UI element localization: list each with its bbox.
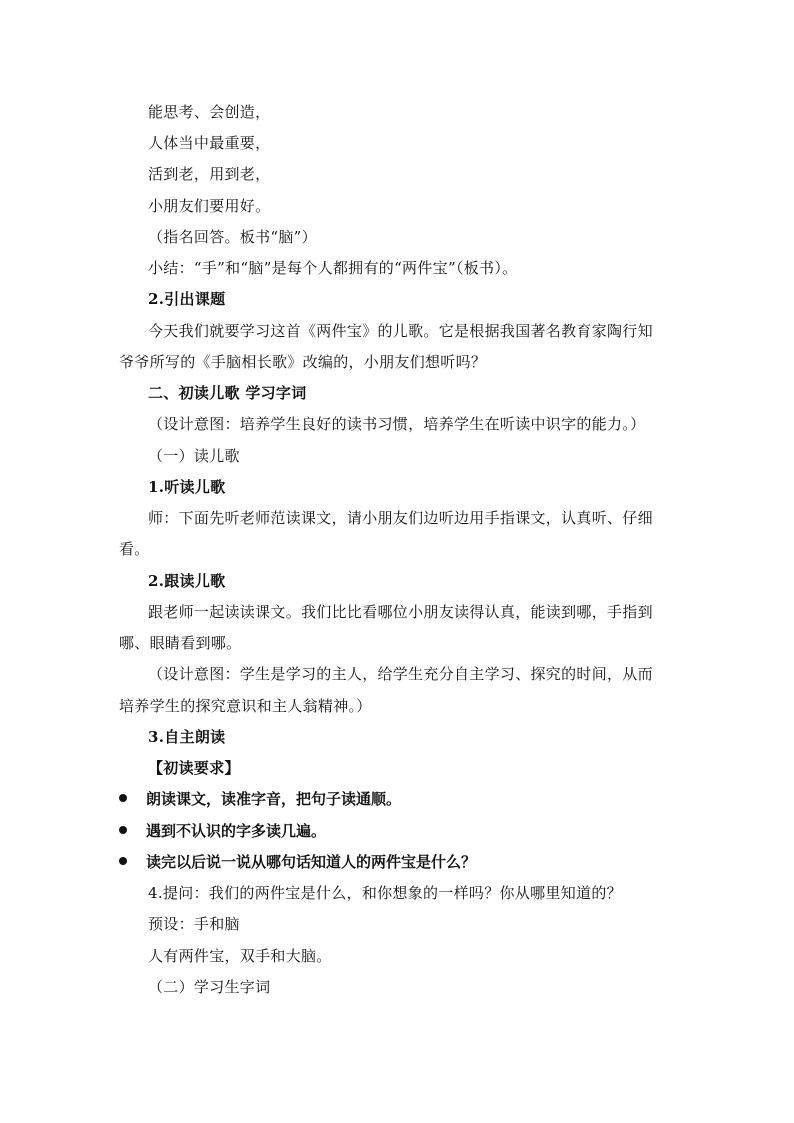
summary-text: 小结：“手”和“脑”是每个人都拥有的“两件宝”（板书）。 bbox=[148, 259, 518, 277]
poem-line-2: 人体当中最重要， bbox=[148, 134, 271, 152]
poem-line-4: 小朋友们要用好。 bbox=[148, 197, 271, 215]
requirement-text-1: 朗读课文，读准字音，把句子读通顺。 bbox=[146, 790, 402, 808]
design-intent-2-line-1: （设计意图：学生是学习的主人，给学生充分自主学习、探究的时间，从而 bbox=[148, 665, 653, 683]
section-heading-reading: 二、初读儿歌 学习字词 bbox=[148, 384, 307, 402]
design-intent-1: （设计意图：培养学生良好的读书习惯，培养学生在听读中识字的能力。） bbox=[148, 415, 646, 433]
paragraph-intro-line-1: 今天我们就要学习这首《两件宝》的儿歌。它是根据我国著名教育家陶行知 bbox=[148, 322, 653, 340]
paragraph-follow-line-2: 哪、眼睛看到哪。 bbox=[119, 634, 242, 652]
section-heading-intro: 2.引出课题 bbox=[148, 290, 226, 308]
step-heading-2: 2.跟读儿歌 bbox=[148, 572, 226, 590]
board-note: （指名回答。板书“脑”） bbox=[148, 228, 317, 246]
design-intent-2-line-2: 培养学生的探究意识和主人翁精神。） bbox=[119, 697, 372, 715]
paragraph-intro-line-2: 爷爷所写的《手脑相长歌》改编的，小朋友们想听吗？ bbox=[119, 353, 487, 371]
requirement-text-3: 读完以后说一说从哪句话知道人的两件宝是什么？ bbox=[146, 853, 477, 871]
paragraph-follow-line-1: 跟老师一起读读课文。我们比比看哪位小朋友读得认真，能读到哪，手指到 bbox=[148, 603, 653, 621]
bullet-icon bbox=[119, 794, 127, 802]
subsection-heading-1: （一）读儿歌 bbox=[148, 447, 240, 465]
step-heading-1: 1.听读儿歌 bbox=[148, 478, 226, 496]
step-heading-3: 3.自主朗读 bbox=[148, 728, 226, 746]
bullet-icon bbox=[119, 857, 127, 865]
poem-line-1: 能思考、会创造， bbox=[148, 103, 271, 121]
poem-quote: 人有两件宝，双手和大脑。 bbox=[148, 947, 332, 965]
question-text: 4.提问：我们的两件宝是什么，和你想象的一样吗？你从哪里知道的？ bbox=[148, 884, 622, 902]
requirement-item-1 bbox=[119, 789, 401, 809]
requirement-item-3 bbox=[119, 852, 476, 872]
poem-line-3: 活到老，用到老， bbox=[148, 165, 271, 183]
subsection-heading-2: （二）学习生字词 bbox=[148, 978, 271, 996]
preset-answer: 预设：手和脑 bbox=[148, 915, 240, 933]
bullet-icon bbox=[119, 826, 127, 834]
requirement-item-2 bbox=[119, 821, 326, 841]
paragraph-listen-line-1: 师：下面先听老师范读课文，请小朋友们边听边用手指课文，认真听、仔细 bbox=[148, 509, 653, 527]
requirement-text-2: 遇到不认识的字多读几遍。 bbox=[146, 822, 327, 840]
paragraph-listen-line-2: 看。 bbox=[119, 540, 150, 558]
requirements-heading: 【初读要求】 bbox=[148, 759, 240, 777]
